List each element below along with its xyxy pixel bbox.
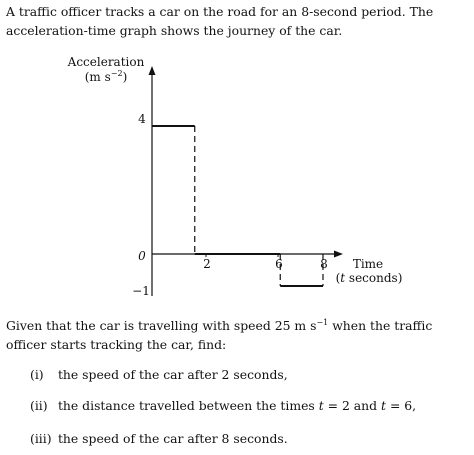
part-number: (iii) [30,431,52,446]
given-statement: Given that the car is travelling with speed 25 m $s^{-1}$ when the traffic officer starts tracking the car, find: [6,318,433,352]
x-tick-label-2: 2 [203,257,211,271]
part-i [30,366,288,384]
data-segments [152,126,323,286]
y-tick-label-minus1: −1 [132,284,150,298]
part-text: the speed of the car after 8 seconds. [57,431,288,446]
x-tick-label-8: 8 [320,257,328,271]
question-intro: A traffic officer tracks a car on the road for an 8-second period. The acceleration-time graph shows the journey of the car. [6,4,434,38]
part-ii [30,397,416,415]
origin-label: 0 [138,249,146,263]
part-iii [30,430,288,448]
x-tick-label-6: 6 [275,257,283,271]
y-axis-unit: (m $s^{-2}$) [84,69,128,84]
part-number: (i) [30,367,44,382]
x-axis-arrow-icon [334,251,343,258]
y-axis-arrow-icon [149,66,156,75]
part-text: the distance travelled between the times t = 2 and t = 6, [57,398,417,413]
y-axis-label: Acceleration [67,55,145,69]
x-axis-unit: (t seconds) [335,271,403,285]
dashed-connectors [195,126,323,286]
y-tick-label-4: 4 [138,112,146,126]
part-number: (ii) [30,398,48,413]
x-axis-label: Time [352,257,384,271]
part-text: the speed of the car after 2 seconds, [57,367,288,382]
